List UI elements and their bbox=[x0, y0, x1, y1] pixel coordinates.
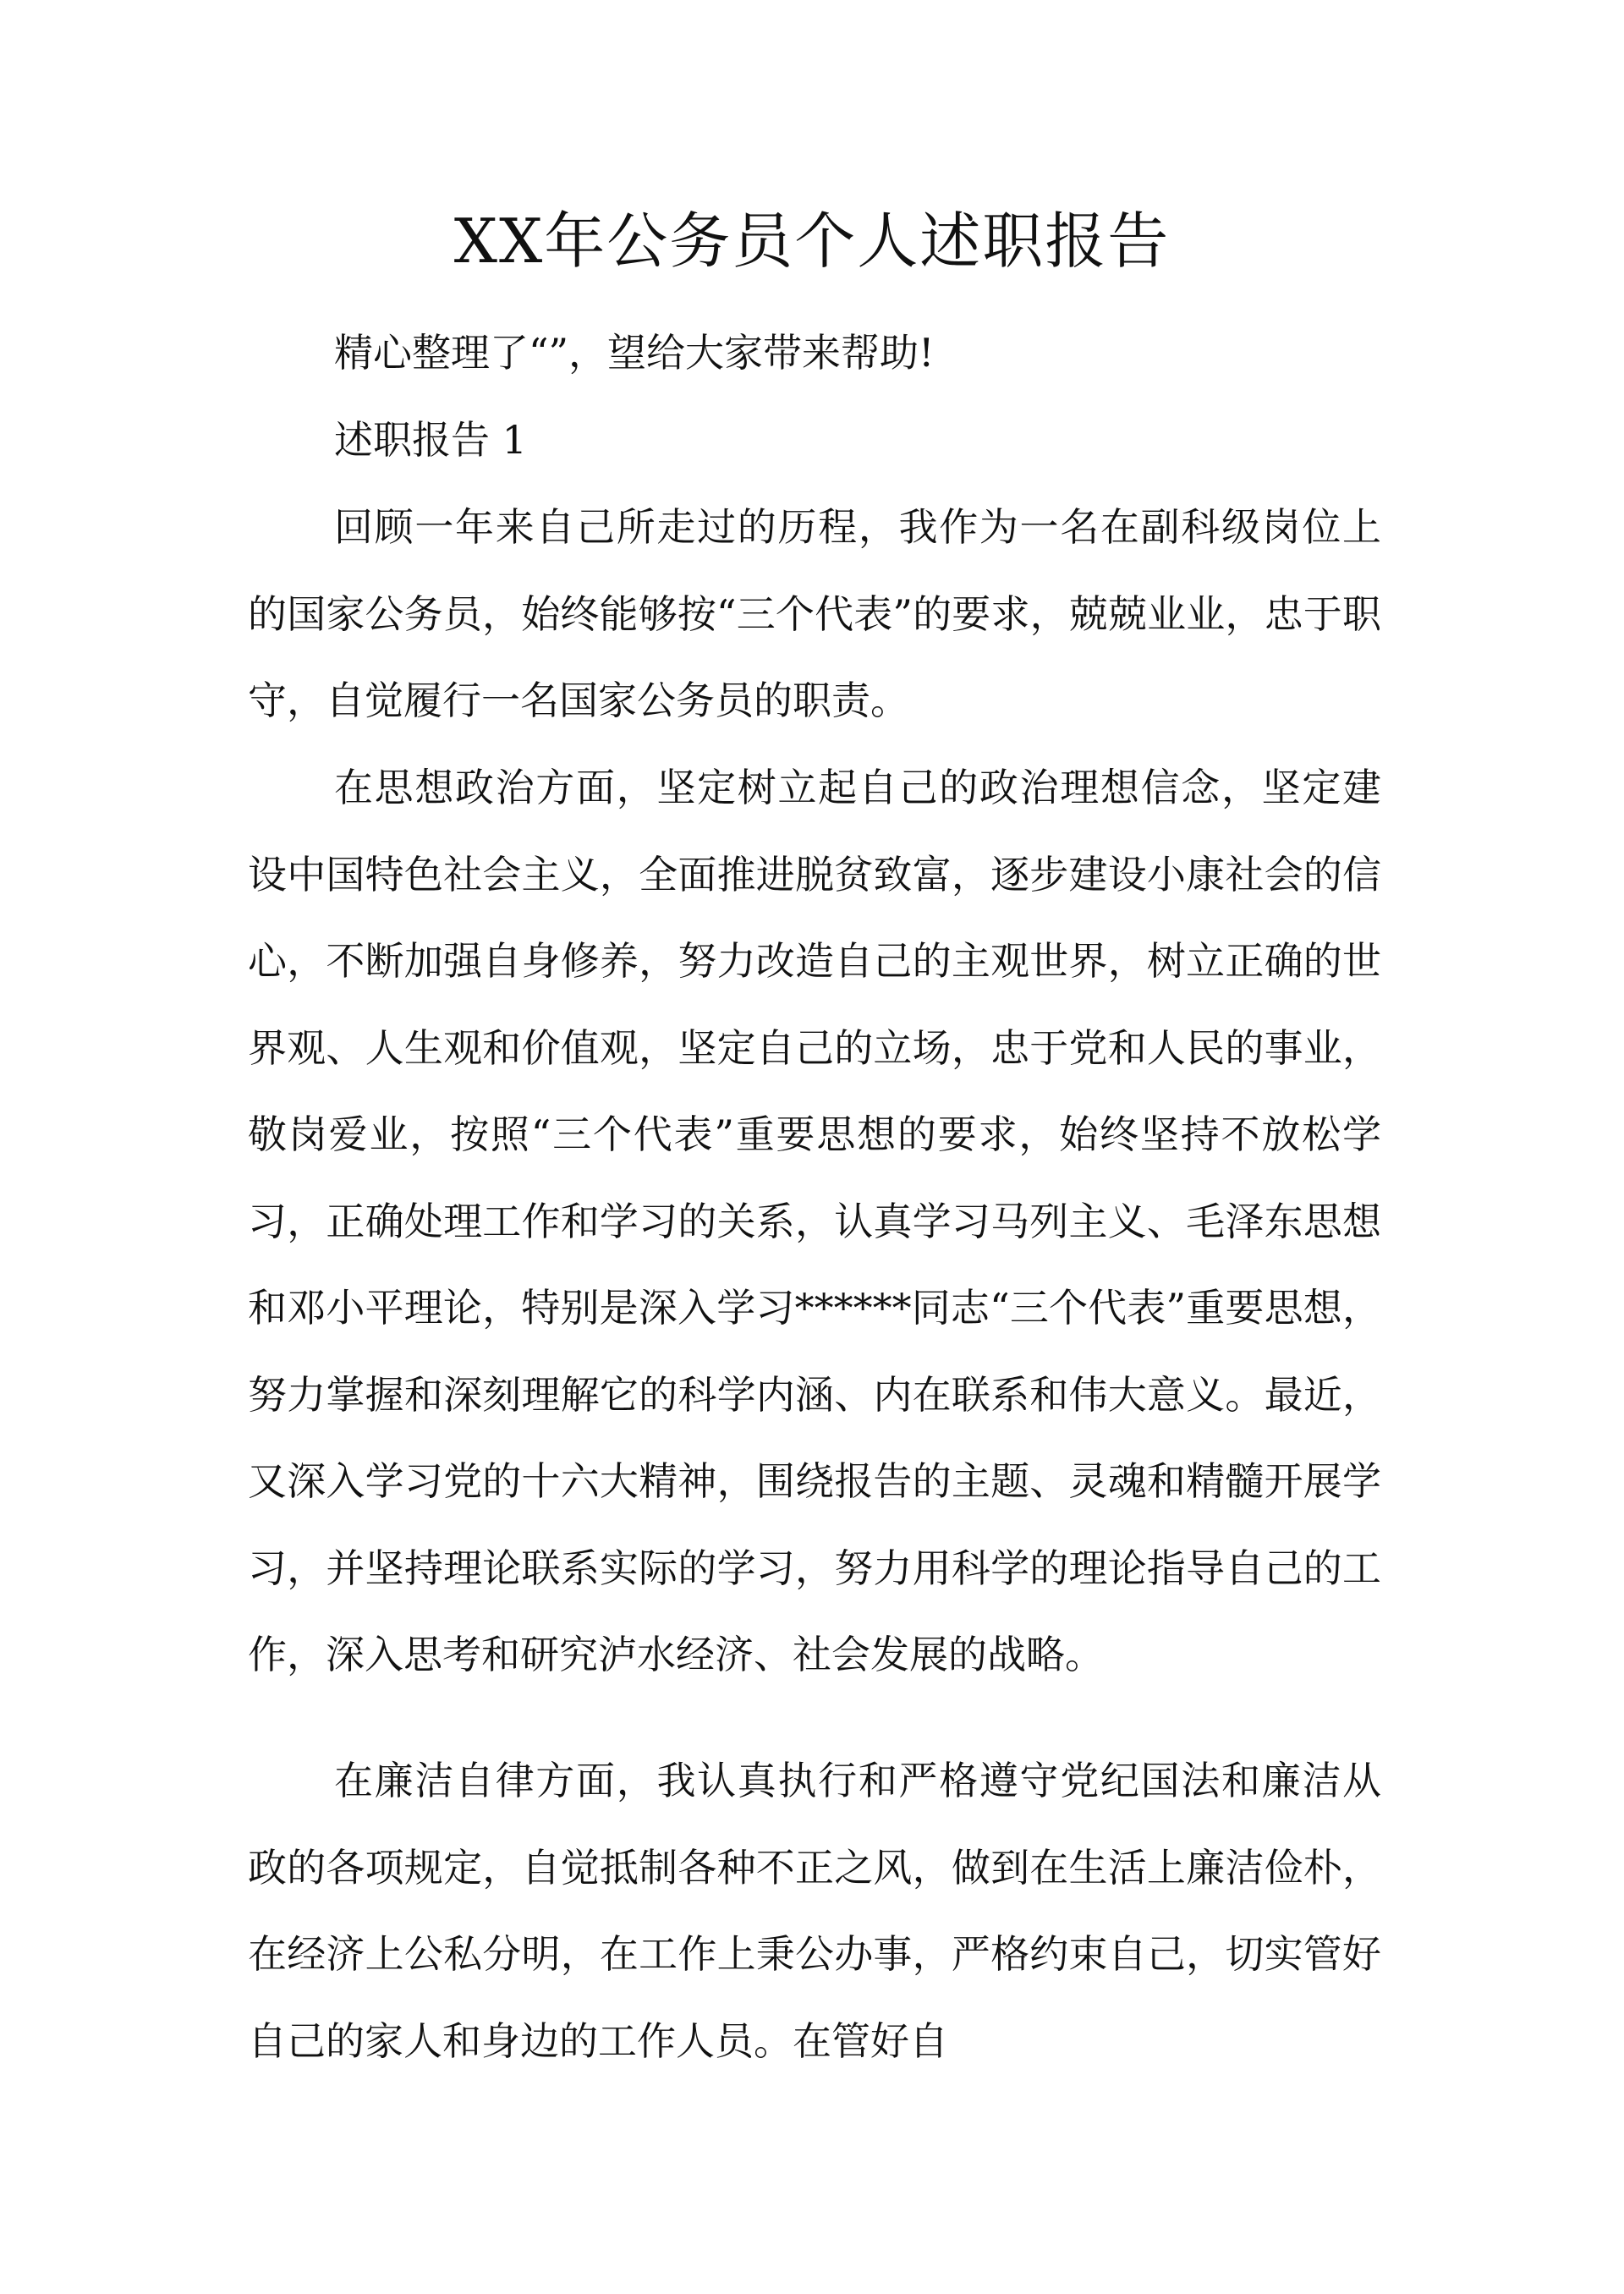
paragraph: 在廉洁自律方面，我认真执行和严格遵守党纪国法和廉洁从政的各项规定，自觉抵制各种不正之风，做到在生活上廉洁俭朴，在经济上公私分明，在工作上秉公办事，严格约束自己，切实管好自己的家人和身边的工作人员。在管好自 bbox=[248, 1758, 1381, 2064]
intro-line: 精心整理了“”，望给大家带来帮助! bbox=[334, 330, 935, 376]
paragraph: 回顾一年来自己所走过的历程，我作为一名在副科级岗位上的国家公务员，始终能够按“三个代表”的要求，兢兢业业，忠于职守，自觉履行一名国家公务员的职责。 bbox=[248, 504, 1381, 723]
paragraph: 在思想政治方面，坚定树立起自己的政治理想信念，坚定建设中国特色社会主义，全面推进脱贫致富，逐步建设小康社会的信心，不断加强自身修养，努力改造自己的主观世界，树立正确的世界观、人生观和价值观，坚定自己的立场，忠于党和人民的事业，敬岗爱业，按照“三个代表”重要思想的要求，始终坚持不放松学习，正确处理工作和学习的关系，认真学习马列主义、毛泽东思想和邓小平理论，特别是深入学习******同志“三个代表”重要思想，努力掌握和深刻理解它的科学内涵、内在联系和伟大意义。最近，又深入学习党的十六大精神，围绕报告的主题、灵魂和精髓开展学习，并坚持理论联系实际的学习，努力用科学的理论指导自己的工作，深入思考和研究泸水经济、社会发展的战略。 bbox=[248, 765, 1381, 1677]
section-heading: 述职报告 1 bbox=[334, 417, 527, 463]
document-title: XX年公务员个人述职报告 bbox=[453, 206, 1171, 277]
